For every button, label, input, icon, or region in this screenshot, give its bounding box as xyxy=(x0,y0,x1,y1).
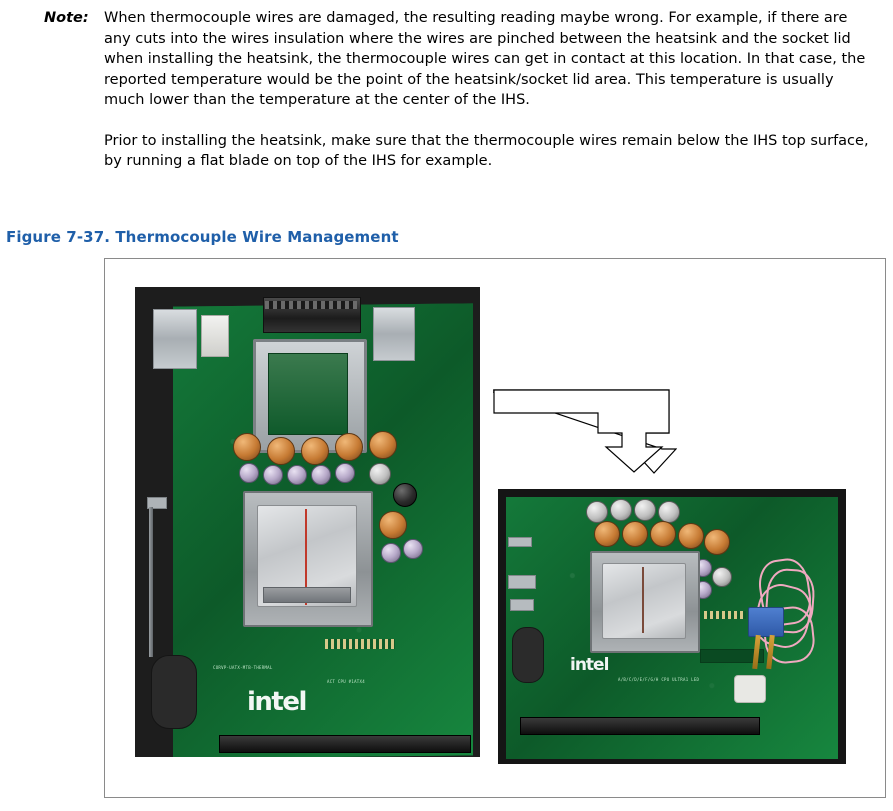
io-bracket-rail xyxy=(149,507,153,657)
vrm-heatsink-left xyxy=(153,309,197,369)
note-label: Note: xyxy=(44,10,89,26)
thermocouple-connector-plug xyxy=(748,607,784,637)
capacitor-copper-2 xyxy=(267,437,295,465)
figure-caption: Figure 7-37. Thermocouple Wire Management xyxy=(6,228,399,246)
inset-standoff xyxy=(734,675,766,703)
inset-capacitor-grey-5 xyxy=(712,567,732,587)
capacitor-purple-4 xyxy=(311,465,331,485)
memory-slot-inset xyxy=(520,717,760,735)
capacitor-copper-3 xyxy=(301,437,329,465)
capacitor-purple-1 xyxy=(239,463,259,483)
intel-logo-inset: intel xyxy=(570,655,609,675)
capacitor-copper-4 xyxy=(335,433,363,461)
photo-motherboard-open-socket xyxy=(135,287,480,757)
note-paragraph-1: When thermocouple wires are damaged, the resulting reading maybe wrong. For example, if there are any cuts into the wires insulation where the wires are pinched between the heatsink and the socket lid when installing the heatsink, the thermocouple wires can get in contact at this location. In that case, the reported temperature would be the point of the heatsink/socket lid area. This temperature is usually much lower than the temperature at the center of the IHS. xyxy=(104,10,866,108)
inset-capacitor-grey-2 xyxy=(610,499,632,521)
thermocouple-wire-inset xyxy=(642,567,644,633)
capacitor-grey-1 xyxy=(369,463,391,485)
capacitor-copper-6 xyxy=(379,511,407,539)
inset-pin-header xyxy=(704,611,746,619)
cpu-lower-edge xyxy=(263,587,351,603)
cpu-ihs-inset xyxy=(602,563,686,639)
inset-capacitor-copper-2 xyxy=(622,521,648,547)
io-port-black xyxy=(151,655,197,729)
capacitor-purple-7 xyxy=(403,539,423,559)
inset-bracket-tab-1 xyxy=(508,537,532,547)
inset-capacitor-copper-5 xyxy=(704,529,730,555)
inset-capacitor-copper-1 xyxy=(594,521,620,547)
intel-logo-main: intel xyxy=(247,687,306,717)
capacitor-purple-2 xyxy=(263,465,283,485)
inset-bracket-tab-2 xyxy=(508,575,536,589)
inset-capacitor-grey-3 xyxy=(634,499,656,521)
pin-header-row xyxy=(325,639,395,649)
inset-io-port xyxy=(512,627,544,683)
inset-capacitor-copper-3 xyxy=(650,521,676,547)
capacitor-copper-5 xyxy=(369,431,397,459)
inset-capacitor-grey-1 xyxy=(586,501,608,523)
photo-motherboard-with-thermocouple xyxy=(498,489,846,764)
memory-slot-main xyxy=(219,735,471,753)
capacitor-block-top xyxy=(201,315,229,357)
note-row-2 xyxy=(44,131,874,172)
atx-connector-pins xyxy=(265,301,357,309)
capacitor-purple-6 xyxy=(381,543,401,563)
capacitor-copper-1 xyxy=(233,433,261,461)
inset-capacitor-copper-4 xyxy=(678,523,704,549)
vrm-heatsink-right xyxy=(373,307,415,361)
pcb-silkscreen-1: CORVP-UATX-MTB-THERMAL xyxy=(213,665,273,670)
note-row xyxy=(44,8,874,111)
note-block xyxy=(44,8,874,172)
socket-backplate-window xyxy=(268,353,348,435)
figure-frame xyxy=(104,258,886,798)
pcb-silkscreen-2: ACT CPU #1ATX4 xyxy=(327,679,365,684)
capacitor-purple-3 xyxy=(287,465,307,485)
capacitor-purple-5 xyxy=(335,463,355,483)
flow-arrow-icon xyxy=(493,389,677,474)
capacitor-black-1 xyxy=(393,483,417,507)
inset-bracket-tab-3 xyxy=(510,599,534,611)
note-paragraph-2: Prior to installing the heatsink, make sure that the thermocouple wires remain below the IHS top surface, by running a flat blade on top of the IHS for example. xyxy=(104,132,869,169)
inset-capacitor-grey-4 xyxy=(658,501,680,523)
inset-pcb-silkscreen: A/B/C/D/E/F/G/H CPU ULTRA1 LED xyxy=(618,677,700,682)
